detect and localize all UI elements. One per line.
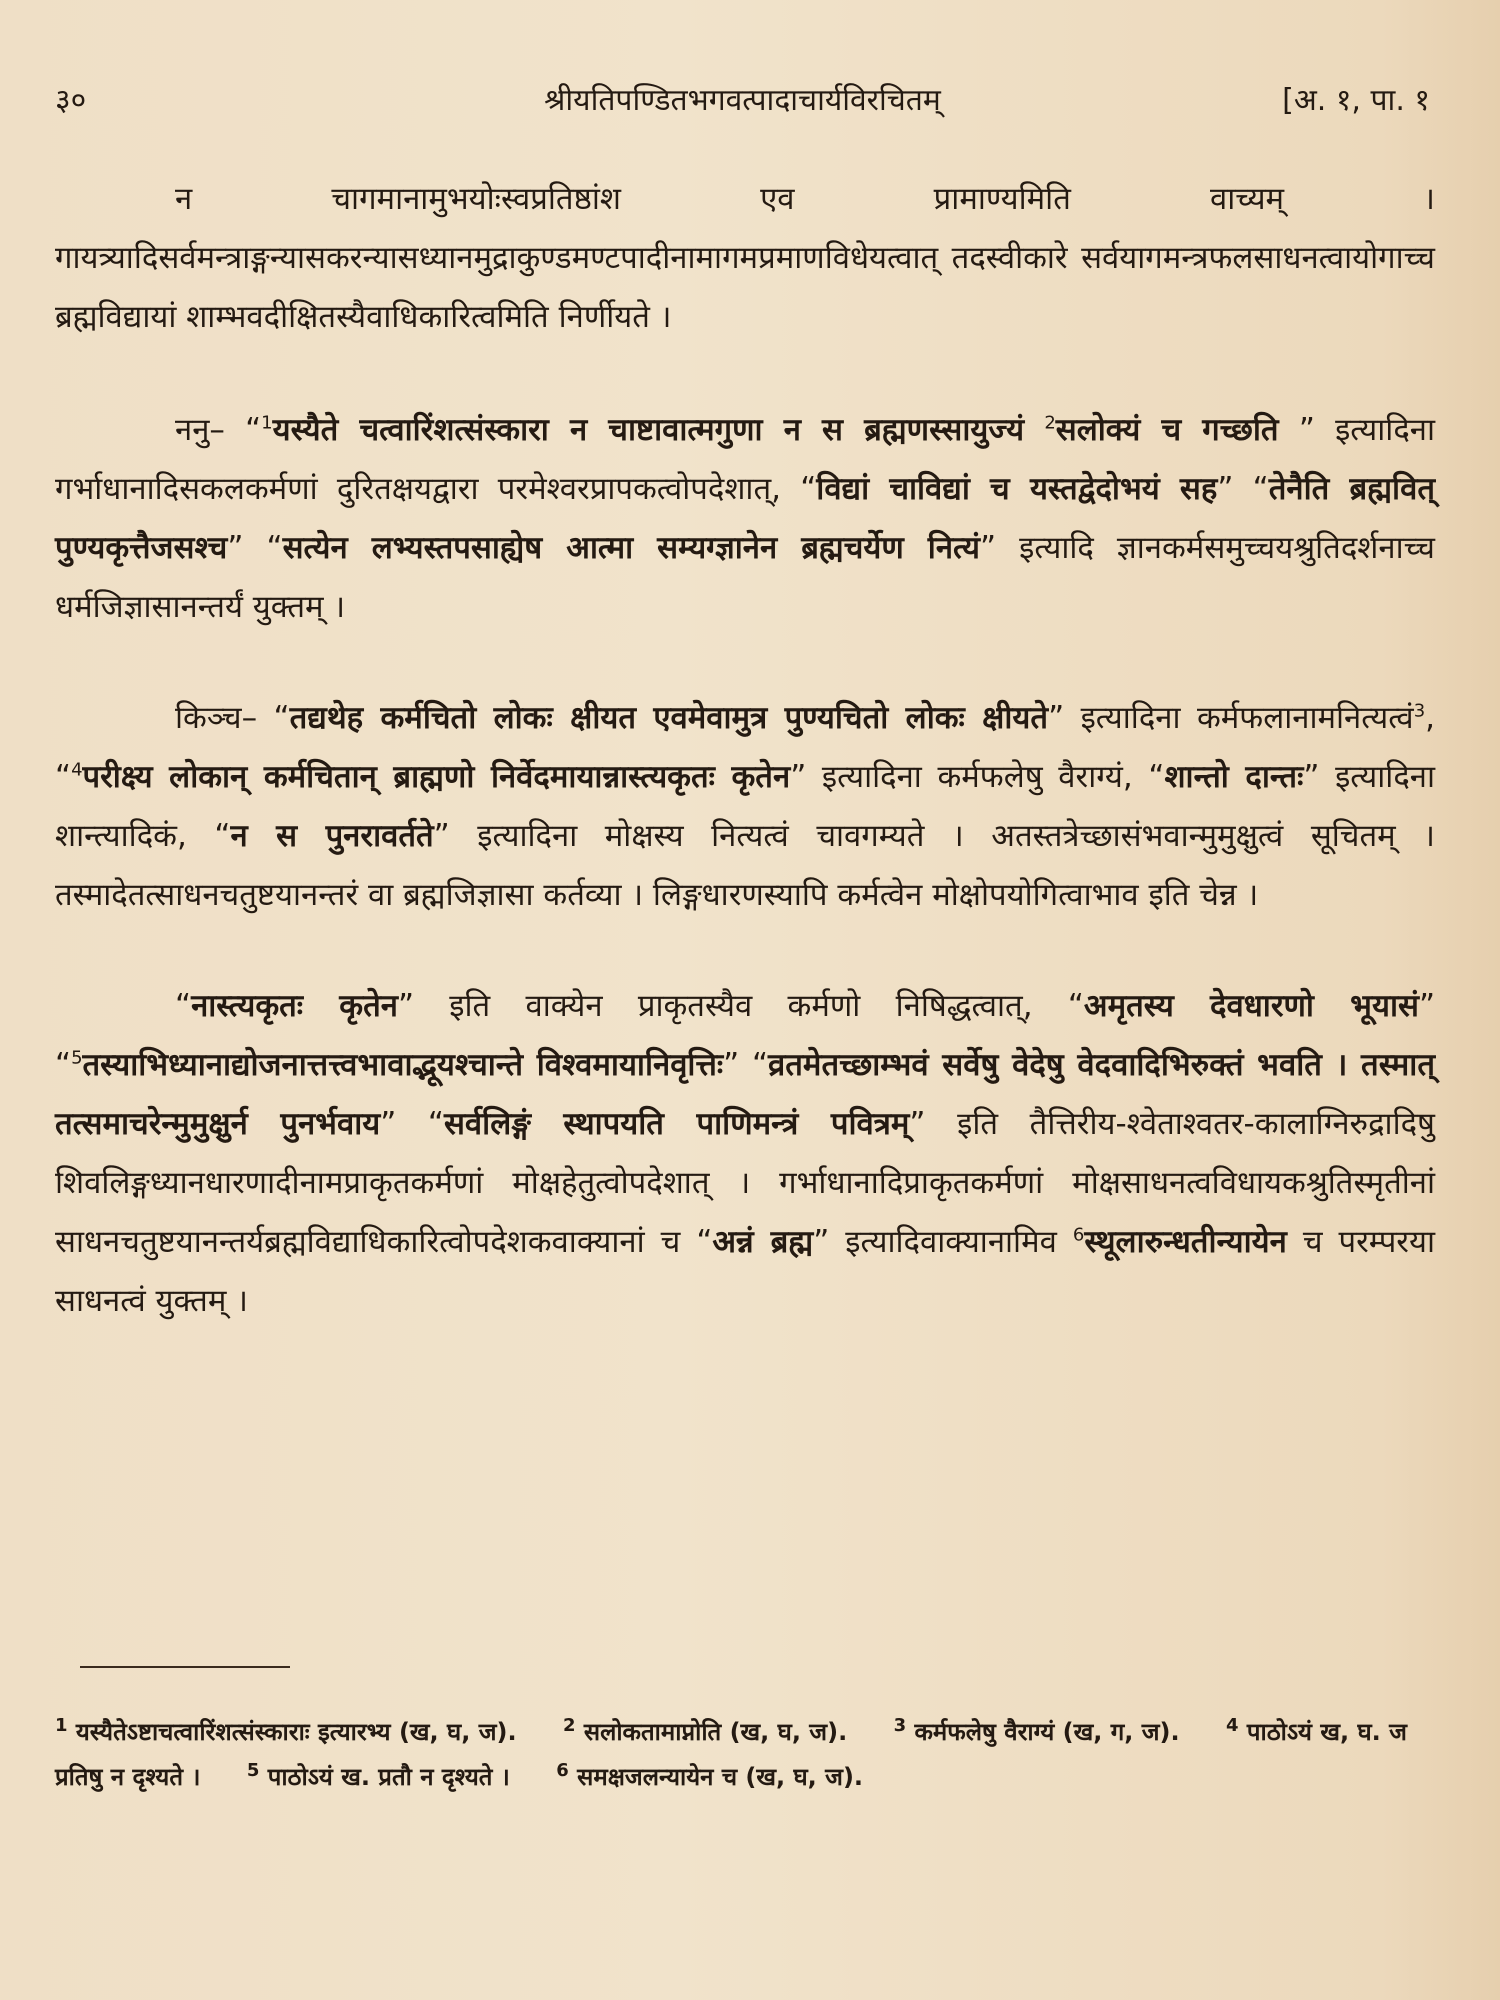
footnote-number: 6 [556, 1760, 569, 1781]
quotation: विद्यां चाविद्यां च यस्तद्वेदोभयं सह [816, 471, 1218, 507]
footnote-marker: 4 [71, 759, 83, 781]
footnote-2 [562, 1715, 848, 1746]
footnote-1 [55, 1715, 517, 1746]
quotation: तस्याभिध्यानाद्योजनात्तत्त्वभावाद्भूयश्चान्ते विश्वमायानिवृत्तिः [82, 1047, 724, 1083]
text-segment: ” इत्यादिना कर्मफलेषु वैराग्यं, “ [790, 759, 1165, 795]
quotation: सर्वलिङ्गं स्थापयति पाणिमन्त्रं पवित्रम् [443, 1106, 910, 1142]
text-segment: ” इत्यादिना कर्मफलानामनित्यत्वं [1048, 700, 1414, 736]
quotation: तद्यथेह कर्मचितो लोकः क्षीयत एवमेवामुत्र पुण्यचितो लोकः क्षीयते [289, 700, 1049, 736]
text-segment: ” “ [380, 1106, 444, 1142]
footnote-text: पाठोऽयं ख, घ. ज प्रतिषु न दृश्यते । [55, 1718, 1407, 1791]
footnote-3 [893, 1715, 1180, 1746]
text-segment: ननु– “ [175, 412, 262, 448]
footnote-number: 1 [55, 1715, 68, 1736]
text-segment: किञ्च– “ [175, 700, 290, 736]
text-segment: , “ [55, 700, 1435, 795]
footnote-text: पाठोऽयं ख. प्रतौ न दृश्यते । [267, 1763, 510, 1791]
footnote-marker: 5 [71, 1047, 83, 1069]
paragraph-2 [55, 401, 1435, 637]
text-segment: ” इत्यादिवाक्यानामिव [813, 1224, 1057, 1260]
page-number: ३० [55, 83, 87, 118]
footnotes [55, 1710, 1435, 1800]
footnote-text: यस्यैतेऽष्टाचत्वारिंशत्संस्काराः इत्यारभ्य (ख, घ, ज). [75, 1718, 517, 1746]
text-segment: ” “ [1217, 471, 1269, 507]
paragraph-3 [55, 689, 1435, 925]
paragraph-1-text: न चागमानामुभयोःस्वप्रतिष्ठांश एव प्रामाण्यमिति वाच्यम् । गायत्र्यादिसर्वमन्त्राङ्गन्यासकरन्यासध्यानमुद्राकुण्डमण्टपादीनामागमप्रमाणविधेयत्वात् तदस्वीकारे सर्वयागमन्त्रफलसाधनत्वायोगाच्च ब्रह्मविद्यायां शाम्भवदीक्षितस्यैवाधिकारित्वमिति निर्णीयते । [55, 181, 1435, 335]
quotation: अमृतस्य देवधारणो भूयासं [1083, 988, 1419, 1024]
quotation: यस्यैते चत्वारिंशत्संस्कारा न चाष्टावात्मगुणा न स ब्रह्मणस्सायुज्यं [272, 412, 1025, 448]
section-reference: [अ. १, पा. १ [1282, 83, 1430, 118]
quotation: न स पुनरावर्तते [230, 818, 434, 854]
text-segment: ” “ [723, 1047, 769, 1083]
footnote-text: सलोकतामाप्नोति (ख, घ, ज). [583, 1718, 848, 1746]
footnote-number: 5 [246, 1760, 260, 1781]
footnote-text: समक्षजलन्यायेन च (ख, घ, ज). [577, 1763, 864, 1791]
text-segment: ” इत्यादिना शान्त्यादिकं, “ [55, 759, 1436, 854]
footnote-text: कर्मफलेषु वैराग्यं (ख, ग, ज). [914, 1718, 1180, 1746]
running-title: श्रीयतिपण्डितभगवत्पादाचार्यविरचितम् [544, 83, 941, 118]
paragraph-1 [55, 170, 1435, 347]
quotation: तेनैति ब्रह्मवित् पुण्यकृत्तैजसश्च [55, 471, 1435, 566]
text-segment: च परम्परया साधनत्वं युक्तम् । [55, 1224, 1435, 1319]
footnote-5 [246, 1760, 510, 1791]
quotation: स्थूलारुन्धतीन्यायेन [1084, 1224, 1287, 1260]
text-segment: ” इति वाक्येन प्राकृतस्यैव कर्मणो निषिद्धत्वात्, “ [397, 988, 1084, 1024]
text-segment: ” “ [227, 530, 283, 566]
page-header [55, 78, 1430, 128]
text-segment: ” इति तैत्तिरीय-श्वेताश्वतर-कालाग्निरुद्रादिषु शिवलिङ्गध्यानधारणादीनामप्राकृतकर्मणां मोक्षहेतुत्वोपदेशात् । गर्भाधानादिप्राकृतकर्मणां मोक्षसाधनत्वविधायकश्रुतिस्मृतीनां साधनचतुष्टयानन्तर्यब्रह्मविद्याधिकारित्वोपदेशकवाक्यानां च “ [55, 1106, 1435, 1260]
footnote-number: 4 [1225, 1715, 1239, 1736]
text-segment: ” “ [55, 988, 1435, 1083]
footnote-number: 2 [562, 1715, 576, 1736]
footnote-6 [556, 1760, 864, 1791]
text-segment: ” इत्यादिना मोक्षस्य नित्यत्वं चावगम्यते । अतस्तत्रेच्छासंभवान्मुमुक्षुत्वं सूचितम् । तस्मादेतत्साधनचतुष्टयानन्तरं वा ब्रह्मजिज्ञासा कर्तव्या । लिङ्गधारणस्यापि कर्मत्वेन मोक्षोपयोगित्वाभाव इति चेन्न । [55, 818, 1435, 913]
page-body [55, 170, 1435, 1331]
footnote-marker: 6 [1072, 1224, 1085, 1246]
text-segment: ” इत्यादिना गर्भाधानादिसकलकर्मणां दुरितक्षयद्वारा परमेश्वरप्रापकत्वोपदेशात्, “ [55, 412, 1436, 507]
footnote-marker: 2 [1044, 412, 1056, 434]
paragraph-4 [55, 977, 1435, 1331]
footnote-divider [80, 1666, 290, 1668]
quotation: सलोक्यं च गच्छति [1055, 412, 1279, 448]
quotation: व्रतमेतच्छाम्भवं सर्वेषु वेदेषु वेदवादिभिरुक्तं भवति । तस्मात् तत्समाचरेन्मुमुक्षुर्न पुनर्भवाय [55, 1047, 1435, 1142]
quotation: अन्नं ब्रह्म [712, 1224, 814, 1260]
footnote-marker: 1 [261, 412, 273, 434]
footnote-marker: 3 [1413, 700, 1426, 722]
quotation: सत्येन लभ्यस्तपसाह्येष आत्मा सम्यग्ज्ञानेन ब्रह्मचर्येण नित्यं [282, 530, 981, 566]
quotation: नास्त्यकृतः कृतेन [191, 988, 398, 1024]
quotation: शान्तो दान्तः [1164, 759, 1304, 795]
text-segment: ” इत्यादि ज्ञानकर्मसमुच्चयश्रुतिदर्शनाच्च धर्मजिज्ञासानन्तर्यं युक्तम् । [55, 530, 1435, 625]
quotation: परीक्ष्य लोकान् कर्मचितान् ब्राह्मणो निर्वेदमायान्नास्त्यकृतः कृतेन [82, 759, 791, 795]
footnote-number: 3 [893, 1715, 907, 1736]
text-segment: “ [175, 988, 192, 1024]
